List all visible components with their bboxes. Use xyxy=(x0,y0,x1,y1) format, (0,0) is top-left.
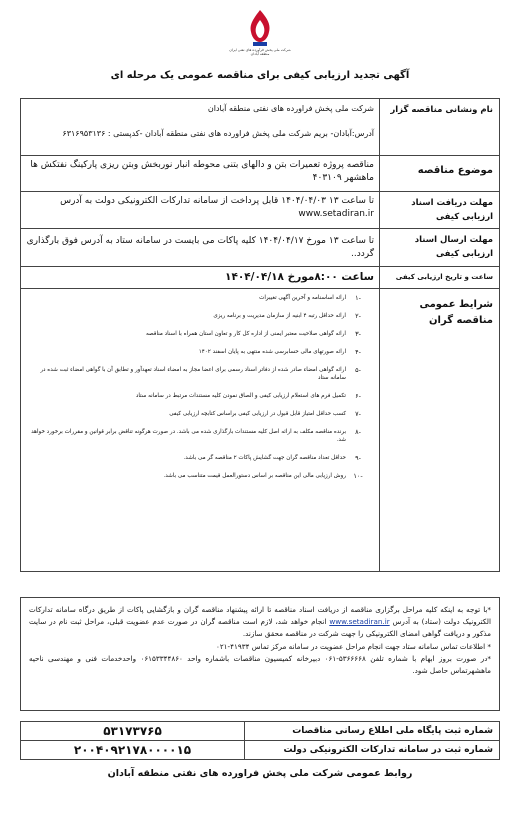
portal-reg-label: شماره ثبت پایگاه ملی اطلاع رسانی مناقصات xyxy=(245,722,500,741)
send-deadline-value: تا ساعت ۱۳ مورخ ۱۴۰۴/۰۴/۱۷ کلیه پاکات می بایست در سامانه ستاد به آدرس فوق بارگذاری گردد.. xyxy=(21,229,380,267)
setad-url-link[interactable]: www.setadiran.ir xyxy=(298,209,374,219)
note-phone: *در صورت بروز ابهام با شماره تلفن ۵۳۶۶۶۶۸-۰۶۱ دبیرخانه کمیسیون مناقصات باشماره واحد ۰۶۱۵۳۳۴۴۸۶۰ واحدخدمات فنی و مهندسی ناحیه ماهشهرتماس حاصل شود. xyxy=(29,653,491,676)
list-item: -۱ ارائه اساسنامه و آخرین آگهی تغییرات xyxy=(259,294,361,302)
company-logo xyxy=(225,8,295,70)
conditions-label: شرایط عمومی مناقصه گران xyxy=(380,289,500,572)
subject-row xyxy=(21,156,500,192)
doc-deadline-label: مهلت دریافت اسناد ارزیابی کیفی xyxy=(380,192,500,229)
doc-deadline-value xyxy=(21,192,380,229)
eval-date-row xyxy=(21,267,500,289)
doc-deadline-row xyxy=(21,192,500,229)
send-deadline-label: مهلت ارسال اسناد ارزیابی کیفی xyxy=(380,229,500,267)
eval-date-label: ساعت و تاریخ ارزیابی کیفی xyxy=(380,267,500,289)
subject-label: موضوع مناقصه xyxy=(380,156,500,192)
footer-public-relations: روابط عمومی شرکت ملی پخش فراورده های نفتی منطقه آبادان xyxy=(107,768,413,779)
setad-reg-label: شماره ثبت در سامانه تدارکات الکترونیکی دولت xyxy=(245,741,500,760)
organizer-row xyxy=(21,99,500,156)
setad-reg-number: ۲۰۰۴۰۹۲۱۷۸۰۰۰۰۱۵ xyxy=(21,741,245,760)
tender-table xyxy=(20,98,500,572)
note-setad: *با توجه به اینکه کلیه مراحل برگزاری مناقصه از دریافت اسناد مناقصه تا ارائه پیشنهاد مناقصه گران و بازگشایی پاکات از طریق درگاه سامانه تدارکات الکترونیک دولت (ستاد) به آدرس www.setadiran.ir انجام خواهد شد، لازم است مناقصه گران در صورت عدم عضویت قبلی، مراحل ثبت نام در سایت مذکور و دریافت گواهی امضای الکترونیکی را جهت شرکت در مناقصه محقق سازند. xyxy=(29,605,491,639)
doc-deadline-text: تا ساعت ۱۳ ۱۴۰۴/۰۴/۰۳ قابل پرداخت از سامانه تدارکات الکترونیکی دولت به آدرس xyxy=(60,196,374,206)
conditions-row xyxy=(21,289,500,572)
conditions-list xyxy=(26,292,374,480)
conditions-value xyxy=(21,289,380,572)
organizer-label: نام ونشانی مناقصه گزار xyxy=(380,99,500,156)
table-row xyxy=(21,722,500,741)
subject-value: مناقصه پروژه تعمیرات بتن و دالهای بتنی محوطه انبار نوربخش وبتن ریزی پارکینگ نفتکش ها ماهشهر ۴۰۳۱۰۹ xyxy=(21,156,380,192)
organizer-value xyxy=(21,99,380,156)
notes-box xyxy=(20,597,500,711)
list-item: -۲ ارائه حداقل رتبه ۴ ابنیه از سازمان مدیریت و برنامه ریزی xyxy=(213,312,361,320)
list-item: -۴ ارائه صورتهای مالی حسابرسی شده منتهی به پایان اسفند ۱۴۰۲ xyxy=(198,348,361,356)
list-item: -۷ کسب حداقل امتیاز قابل قبول در ارزیابی کیفی براساس کتابچه ارزیابی کیفی xyxy=(169,410,361,418)
setad-url-link[interactable]: www.setadiran.ir xyxy=(329,617,390,627)
eval-date-value: ساعت ۸:۰۰مورخ ۱۴۰۴/۰۴/۱۸ xyxy=(21,267,380,289)
note-contact-center: * اطلاعات تماس سامانه ستاد جهت انجام مراحل عضویت در سامانه مرکز تماس ۴۱۹۳۴-۰۲۱ xyxy=(215,641,491,651)
page-title: آگهی تجدید ارزیابی کیفی برای مناقصه عمومی یک مرحله ای xyxy=(110,70,410,81)
organizer-name: شرکت ملی پخش فراورده های نفتی منطقه آبادان xyxy=(207,104,374,113)
registration-table xyxy=(20,721,500,760)
flame-logo-icon xyxy=(245,8,275,48)
logo-region: منطقه آبادان xyxy=(250,52,270,57)
list-item: -۳ ارائه گواهی صلاحیت معتبر ایمنی از اداره کل کار و تعاون استان همراه با اسناد مناقصه xyxy=(145,330,361,338)
list-item: -۶ تکمیل فرم های استعلام ارزیابی کیفی و الصاق نمودن کلیه مستندات مرتبط در سامانه ستاد xyxy=(135,392,361,400)
portal-reg-number: ۵۳۱۷۳۷۶۵ xyxy=(21,722,245,741)
list-item: -۸ برنده مناقصه مکلف به ارائه اصل کلیه مستندات بارگذاری شده می باشد. در صورت هرگونه تناقض برابر قوانین و مقررات برخورد خواهد شد. xyxy=(31,428,361,443)
logo-caption: شرکت ملی پخش فرآورده های نفتی ایران xyxy=(229,48,291,52)
list-item: -۱۰ روش ارزیابی مالی این مناقصه بر اساس دستورالعمل قیمت متناسب می باشد. xyxy=(163,472,363,480)
organizer-address: آدرس:آبادان- بریم شرکت ملی پخش فراورده های نفتی منطقه آبادان -کدپستی : ۶۳۱۶۹۵۳۱۳۶ xyxy=(62,129,374,138)
list-item: -۵ ارائه گواهی امضاء صادر شده از دفاتر اسناد رسمی برای اعضا مجاز به امضاء اسناد تعهدآور و تطابق آن با گواهی امضاء ثبت شده در سامانه ستاد xyxy=(40,366,361,381)
table-row xyxy=(21,741,500,760)
list-item: -۹ حداقل تعداد مناقصه گران جهت گشایش پاکات ۲ مناقصه گر می باشد. xyxy=(183,454,361,462)
send-deadline-row xyxy=(21,229,500,267)
